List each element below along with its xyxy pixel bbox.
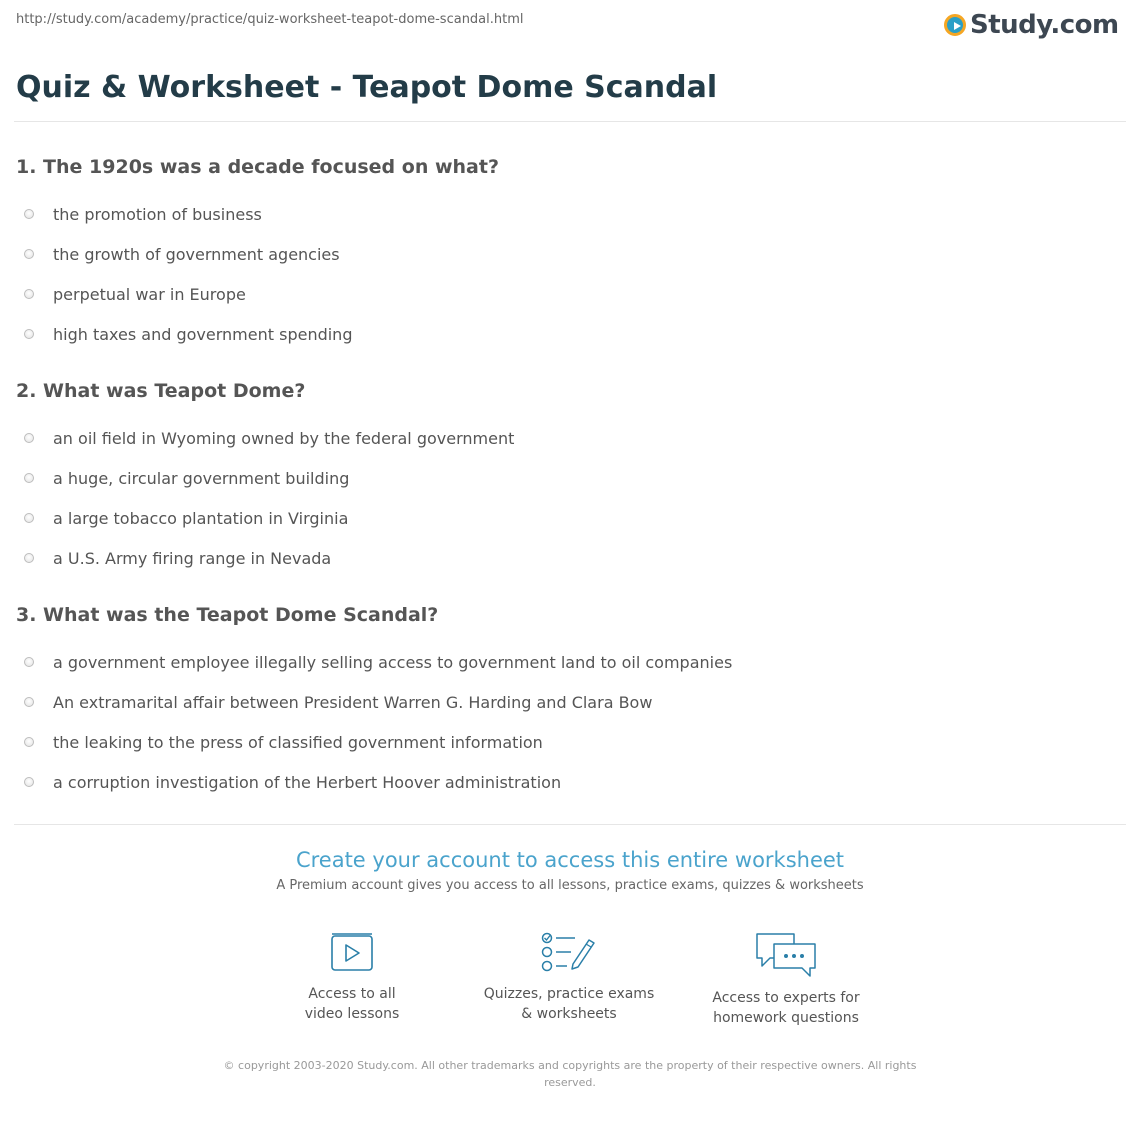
feature-video-lessons	[252, 930, 452, 1024]
answer-option-label: a government employee illegally selling access to government land to oil companies	[53, 652, 733, 672]
radio-button-icon[interactable]	[24, 249, 34, 259]
feature-quizzes	[469, 930, 669, 1024]
chat-bubbles-icon	[754, 930, 818, 978]
radio-button-icon[interactable]	[24, 473, 34, 483]
study-logo-play-icon	[944, 14, 966, 36]
radio-button-icon[interactable]	[24, 657, 34, 667]
feature-label-line: video lessons	[304, 1006, 400, 1022]
answer-option-label: an oil field in Wyoming owned by the federal government	[53, 428, 515, 448]
divider	[14, 824, 1126, 825]
page-title: Quiz & Worksheet - Teapot Dome Scandal	[16, 70, 718, 105]
answer-option-label: An extramarital affair between President Warren G. Harding and Clara Bow	[53, 692, 653, 712]
radio-button-icon[interactable]	[24, 289, 34, 299]
feature-label-line: Access to all	[308, 986, 396, 1002]
answer-option-label: a corruption investigation of the Herbert Hoover administration	[53, 772, 562, 792]
quiz-checklist-icon	[539, 930, 599, 974]
answer-option[interactable]	[16, 538, 514, 578]
radio-button-icon[interactable]	[24, 777, 34, 787]
answer-option-label: high taxes and government spending	[53, 324, 353, 344]
feature-label-line: & worksheets	[521, 1006, 617, 1022]
answer-option[interactable]	[16, 762, 732, 802]
answer-option-label: perpetual war in Europe	[53, 284, 246, 304]
answer-option[interactable]	[16, 314, 499, 354]
answer-option-label: the leaking to the press of classified government information	[53, 732, 543, 752]
radio-button-icon[interactable]	[24, 553, 34, 563]
answer-option-label: a U.S. Army firing range in Nevada	[53, 548, 332, 568]
study-logo[interactable]	[944, 8, 1119, 42]
answer-option[interactable]	[16, 642, 732, 682]
answer-option[interactable]	[16, 722, 732, 762]
answer-option[interactable]	[16, 498, 514, 538]
answer-option-label: a huge, circular government building	[53, 468, 350, 488]
answer-option-label: a large tobacco plantation in Virginia	[53, 508, 349, 528]
logo-text: Study.com	[970, 10, 1119, 40]
radio-button-icon[interactable]	[24, 513, 34, 523]
question-2	[16, 378, 514, 578]
answer-option[interactable]	[16, 458, 514, 498]
question-text: 2. What was Teapot Dome?	[16, 380, 306, 402]
answer-option-label: the promotion of business	[53, 204, 262, 224]
feature-experts	[686, 930, 886, 1028]
video-lesson-icon	[326, 930, 378, 974]
radio-button-icon[interactable]	[24, 433, 34, 443]
radio-button-icon[interactable]	[24, 209, 34, 219]
feature-label-line: Access to experts for	[712, 990, 860, 1006]
create-account-link[interactable]: Create your account to access this entire worksheet	[295, 848, 845, 872]
radio-button-icon[interactable]	[24, 697, 34, 707]
page-url: http://study.com/academy/practice/quiz-worksheet-teapot-dome-scandal.html	[16, 12, 524, 27]
radio-button-icon[interactable]	[24, 329, 34, 339]
answer-option[interactable]	[16, 682, 732, 722]
divider	[14, 121, 1126, 122]
copyright-notice: © copyright 2003-2020 Study.com. All other trademarks and copyrights are the property of their respective owners. All rights reserved.	[223, 1059, 917, 1089]
question-3	[16, 602, 732, 802]
answer-option[interactable]	[16, 234, 499, 274]
premium-description: A Premium account gives you access to all lessons, practice exams, quizzes & worksheets	[276, 878, 864, 893]
radio-button-icon[interactable]	[24, 737, 34, 747]
feature-label-line: homework questions	[713, 1010, 859, 1026]
answer-option[interactable]	[16, 274, 499, 314]
question-text: 1. The 1920s was a decade focused on what?	[16, 156, 499, 178]
feature-label-line: Quizzes, practice exams	[483, 986, 655, 1002]
answer-option-label: the growth of government agencies	[53, 244, 340, 264]
question-1	[16, 154, 499, 354]
question-text: 3. What was the Teapot Dome Scandal?	[16, 604, 439, 626]
answer-option[interactable]	[16, 194, 499, 234]
answer-option[interactable]	[16, 418, 514, 458]
